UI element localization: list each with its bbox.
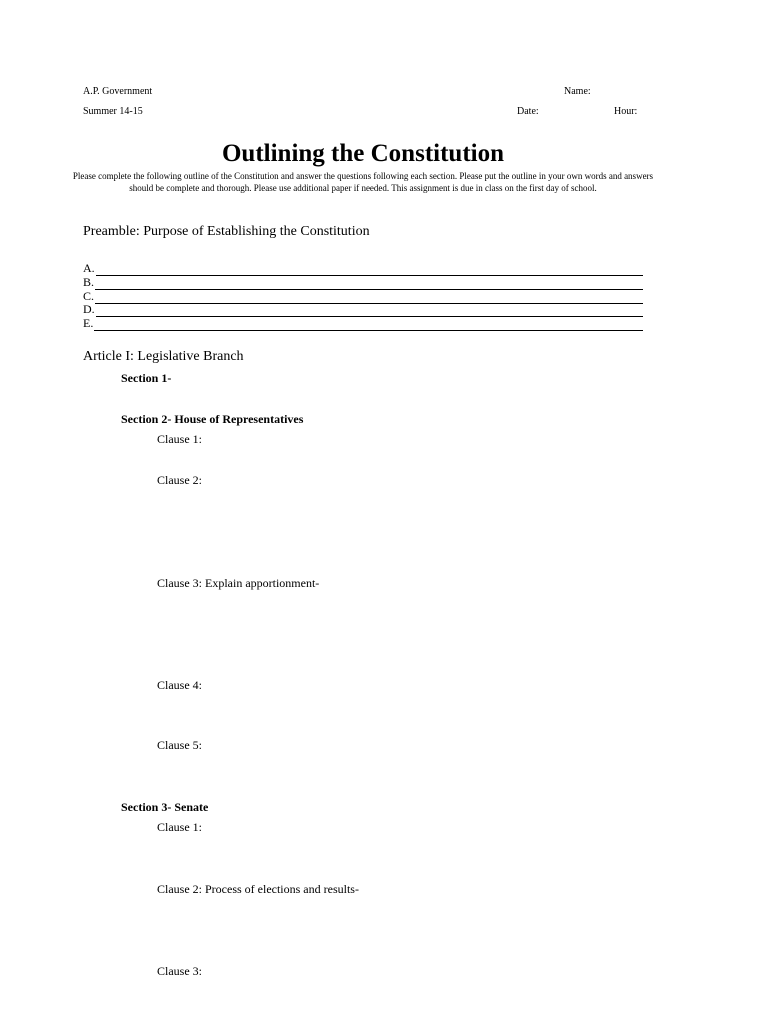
name-label: Name: [564,86,591,97]
section2-clause-2: Clause 2: [157,473,202,487]
answer-line [94,320,643,331]
article1-heading: Article I: Legislative Branch [83,349,244,364]
section2-clause-1: Clause 1: [157,432,202,446]
line-letter: A. [83,261,95,275]
section2-clause-3: Clause 3: Explain apportionment- [157,576,320,590]
instructions: Please complete the following outline of the Constitution and answer the questions following each section. Please put the outline in your own words and answers should be complete and thorough. Please use additional paper if needed. This assignment is due in class on the first day of school. [72,171,654,193]
answer-line [95,279,643,290]
line-letter: D. [83,302,95,316]
page-title: Outlining the Constitution [221,140,504,167]
answer-line [96,265,643,276]
line-letter: C. [83,289,95,303]
section2-clause-4: Clause 4: [157,678,202,692]
preamble-line-a [83,262,643,276]
preamble-line-b [83,276,643,290]
term-label: Summer 14-15 [83,106,143,117]
line-letter: E. [83,316,94,330]
section2-heading: Section 2- House of Representatives [121,412,304,426]
section2-clause-5: Clause 5: [157,738,202,752]
section3-clause-1: Clause 1: [157,820,202,834]
section1-heading: Section 1- [121,371,172,385]
line-letter: B. [83,275,95,289]
answer-line [96,306,643,317]
preamble-heading: Preamble: Purpose of Establishing the Constitution [83,224,370,239]
section3-clause-3: Clause 3: [157,964,202,978]
preamble-line-d [83,303,643,317]
section3-clause-2: Clause 2: Process of elections and results- [157,882,359,896]
course-label: A.P. Government [83,86,153,97]
preamble-line-c [83,290,643,304]
section3-heading: Section 3- Senate [121,800,209,814]
hour-label: Hour: [614,106,638,117]
preamble-line-e [83,317,643,331]
date-label: Date: [517,106,539,117]
